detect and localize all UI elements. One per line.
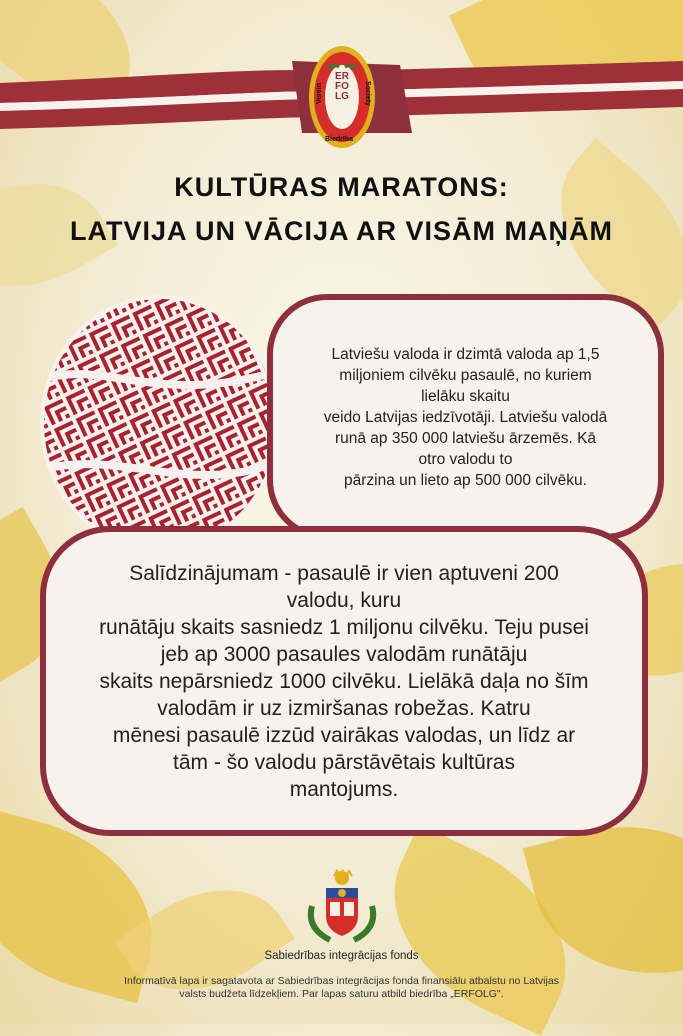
funding-footnote: Informatīvā lapa ir sagatavota ar Sabiedrības integrācijas fonda finansiālu atbalstu no Latvijas valsts budžeta līdzekļiem. Par lapas saturu atbild biedrība „ERFOLG". bbox=[124, 975, 559, 1000]
logo-top-text: Verein bbox=[316, 82, 324, 105]
paragraph-world-languages: Salīdzinājumam - pasaulē ir vien aptuveni 200 valodu, kuru runātāju skaits sasniedz 1 miljonu cilvēku. Teju pusei jeb ap 3000 pasaules valodām runātāju skaits nepārsniedz 1000 cilvēku. Lielākā daļa no šīm valodām ir uz izmiršanas robežas. Katru mēnesi pasaulē izzūd vairākas valodas, un līdz ar tām - šo valodu pārstāvētais kultūras mantojums. bbox=[99, 561, 589, 801]
poster-title-line2: LATVIJA UN VĀCIJA AR VISĀM MAŅĀM bbox=[69, 216, 613, 246]
logo-bottom-text: Biedrība bbox=[325, 136, 354, 143]
info-box-latvian-language bbox=[267, 294, 664, 540]
paragraph-latvian-speakers: Latviešu valoda ir dzimtā valoda ap 1,5 miljoniem cilvēku pasaulē, no kuriem lielāku skaitu veido Latvijas iedzīvotāji. Latviešu valodā runā ap 350 000 latviešu ārzemēs. Kā otro valodu to pārzina un lieto ap 500 000 cilvēku. bbox=[323, 345, 608, 489]
poster-title-line1: KULTŪRAS MARATONS: bbox=[174, 172, 509, 202]
logo-center-text: ERFOLG bbox=[335, 71, 349, 102]
coat-of-arms-icon bbox=[304, 866, 380, 946]
info-box-world-languages bbox=[40, 526, 648, 836]
logo-right-text: Society bbox=[363, 81, 371, 106]
erfolg-logo bbox=[307, 44, 377, 150]
funder-name: Sabiedrības integrācijas fonds bbox=[264, 950, 419, 962]
latvian-pattern-photo bbox=[40, 295, 280, 551]
